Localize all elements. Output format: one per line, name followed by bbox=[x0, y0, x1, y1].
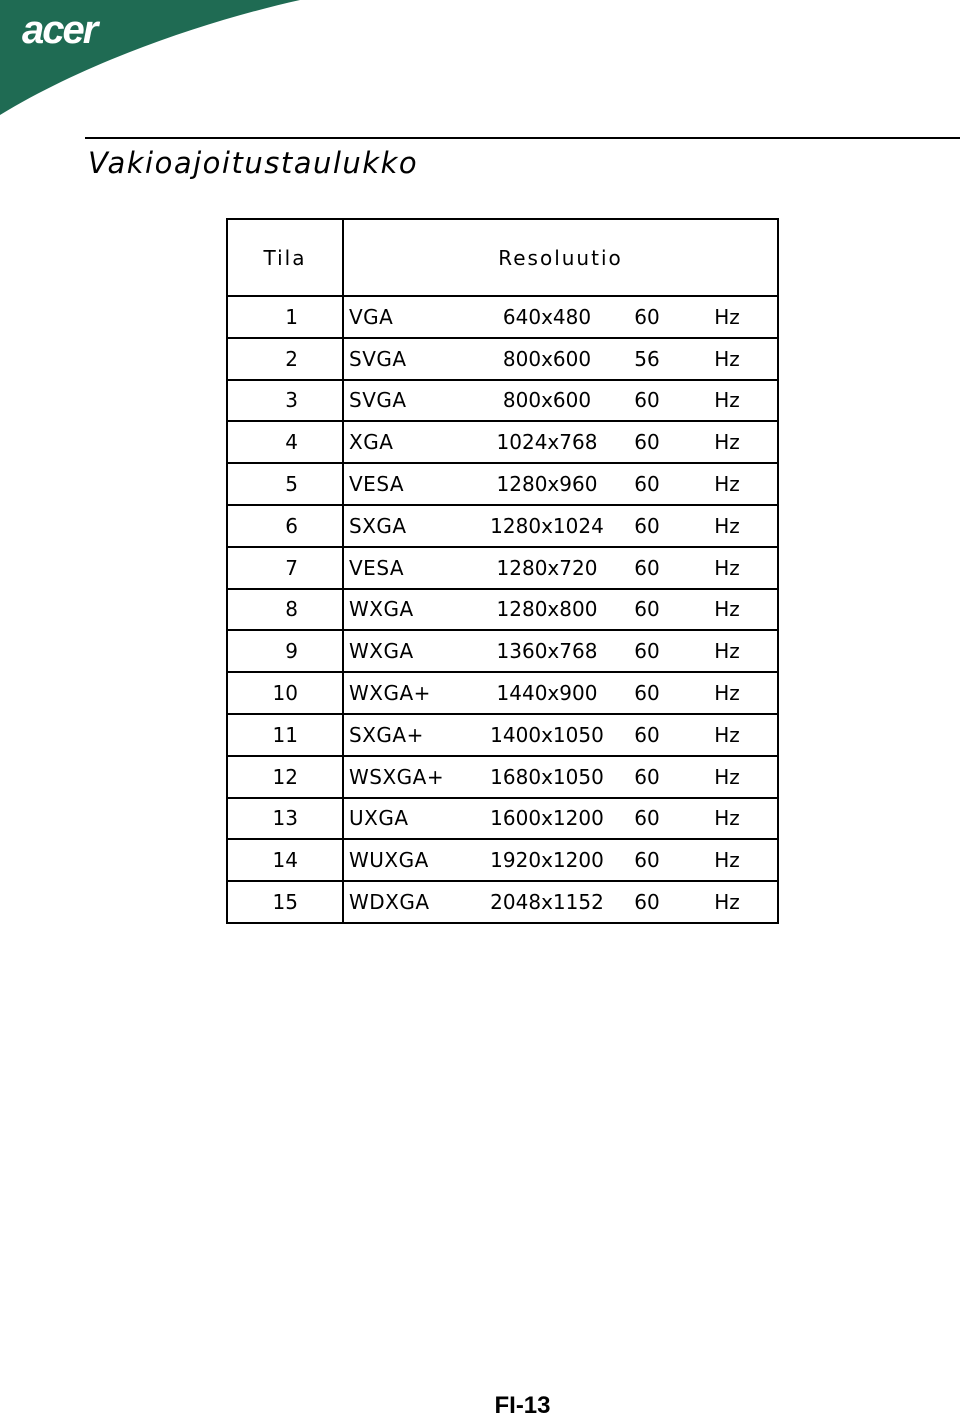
mode-number: 3 bbox=[227, 380, 343, 422]
acer-logo: acer bbox=[22, 8, 97, 52]
resolution-value: 1440x900 bbox=[496, 681, 598, 706]
table-row bbox=[227, 380, 778, 422]
frequency-unit: Hz bbox=[714, 597, 740, 622]
frequency-unit: Hz bbox=[714, 722, 740, 747]
standard-name: WXGA+ bbox=[349, 681, 431, 706]
standard-name: WDXGA bbox=[349, 890, 430, 915]
title-rule bbox=[85, 137, 960, 139]
standard-name: WXGA bbox=[349, 597, 414, 622]
standard-name: WXGA bbox=[349, 639, 414, 664]
resolution-value: 1360x768 bbox=[496, 639, 598, 664]
standard-name: SVGA bbox=[349, 388, 407, 413]
mode-number: 14 bbox=[227, 839, 343, 881]
frequency-value: 60 bbox=[634, 764, 660, 789]
resolution-cell bbox=[343, 296, 778, 338]
resolution-value: 1280x1024 bbox=[490, 513, 604, 538]
resolution-cell bbox=[343, 505, 778, 547]
mode-number: 13 bbox=[227, 798, 343, 840]
standard-name: WUXGA bbox=[349, 848, 429, 873]
frequency-unit: Hz bbox=[714, 513, 740, 538]
table-row bbox=[227, 547, 778, 589]
resolution-cell bbox=[343, 338, 778, 380]
resolution-cell bbox=[343, 714, 778, 756]
frequency-value: 60 bbox=[634, 722, 660, 747]
resolution-cell bbox=[343, 630, 778, 672]
table-row bbox=[227, 589, 778, 631]
mode-number: 4 bbox=[227, 421, 343, 463]
resolution-value: 1280x800 bbox=[496, 597, 598, 622]
resolution-cell bbox=[343, 589, 778, 631]
table-row bbox=[227, 881, 778, 923]
frequency-unit: Hz bbox=[714, 681, 740, 706]
timing-table bbox=[226, 218, 779, 924]
standard-name: VESA bbox=[349, 555, 405, 580]
table-row bbox=[227, 338, 778, 380]
standard-name: VGA bbox=[349, 304, 394, 329]
frequency-value: 60 bbox=[634, 639, 660, 664]
frequency-value: 60 bbox=[634, 388, 660, 413]
resolution-cell bbox=[343, 380, 778, 422]
mode-number: 12 bbox=[227, 756, 343, 798]
table-row bbox=[227, 296, 778, 338]
table-row bbox=[227, 630, 778, 672]
resolution-value: 1024x768 bbox=[496, 430, 598, 455]
resolution-value: 1920x1200 bbox=[490, 848, 604, 873]
resolution-cell bbox=[343, 839, 778, 881]
standard-name: WSXGA+ bbox=[349, 764, 445, 789]
frequency-unit: Hz bbox=[714, 848, 740, 873]
mode-number: 9 bbox=[227, 630, 343, 672]
table-row bbox=[227, 839, 778, 881]
resolution-cell bbox=[343, 547, 778, 589]
resolution-cell bbox=[343, 798, 778, 840]
resolution-value: 640x480 bbox=[502, 304, 592, 329]
frequency-unit: Hz bbox=[714, 555, 740, 580]
frequency-unit: Hz bbox=[714, 890, 740, 915]
frequency-value: 60 bbox=[634, 513, 660, 538]
standard-name: UXGA bbox=[349, 806, 409, 831]
standard-name: SXGA+ bbox=[349, 722, 424, 747]
table-body bbox=[227, 296, 778, 923]
page-title: Vakioajoitustaulukko bbox=[88, 146, 419, 180]
frequency-unit: Hz bbox=[714, 639, 740, 664]
frequency-unit: Hz bbox=[714, 764, 740, 789]
frequency-value: 60 bbox=[634, 555, 660, 580]
frequency-value: 56 bbox=[634, 346, 660, 371]
frequency-value: 60 bbox=[634, 806, 660, 831]
mode-number: 8 bbox=[227, 589, 343, 631]
resolution-value: 800x600 bbox=[502, 388, 592, 413]
resolution-value: 1280x960 bbox=[496, 472, 598, 497]
frequency-unit: Hz bbox=[714, 346, 740, 371]
standard-name: XGA bbox=[349, 430, 394, 455]
frequency-unit: Hz bbox=[714, 472, 740, 497]
frequency-unit: Hz bbox=[714, 806, 740, 831]
resolution-value: 1600x1200 bbox=[490, 806, 604, 831]
standard-name: SVGA bbox=[349, 346, 407, 371]
mode-number: 15 bbox=[227, 881, 343, 923]
mode-number: 11 bbox=[227, 714, 343, 756]
mode-number: 10 bbox=[227, 672, 343, 714]
frequency-value: 60 bbox=[634, 890, 660, 915]
table-row bbox=[227, 714, 778, 756]
frequency-unit: Hz bbox=[714, 388, 740, 413]
table-row bbox=[227, 505, 778, 547]
frequency-unit: Hz bbox=[714, 430, 740, 455]
frequency-unit: Hz bbox=[714, 304, 740, 329]
resolution-cell bbox=[343, 463, 778, 505]
frequency-value: 60 bbox=[634, 472, 660, 497]
frequency-value: 60 bbox=[634, 597, 660, 622]
resolution-cell bbox=[343, 756, 778, 798]
table-row bbox=[227, 463, 778, 505]
frequency-value: 60 bbox=[634, 304, 660, 329]
mode-number: 7 bbox=[227, 547, 343, 589]
resolution-value: 1280x720 bbox=[496, 555, 598, 580]
resolution-value: 1680x1050 bbox=[490, 764, 604, 789]
frequency-value: 60 bbox=[634, 848, 660, 873]
table-row bbox=[227, 798, 778, 840]
table-header-row bbox=[227, 219, 778, 296]
table-row bbox=[227, 672, 778, 714]
mode-number: 6 bbox=[227, 505, 343, 547]
page-number: FI-13 bbox=[494, 1392, 551, 1419]
table-row bbox=[227, 756, 778, 798]
resolution-value: 2048x1152 bbox=[490, 890, 604, 915]
standard-name: SXGA bbox=[349, 513, 407, 538]
header-resolution: Resoluutio bbox=[343, 219, 778, 296]
mode-number: 1 bbox=[227, 296, 343, 338]
header-mode: Tila bbox=[227, 219, 343, 296]
table-row bbox=[227, 421, 778, 463]
standard-name: VESA bbox=[349, 472, 405, 497]
resolution-cell bbox=[343, 881, 778, 923]
resolution-value: 1400x1050 bbox=[490, 722, 604, 747]
frequency-value: 60 bbox=[634, 430, 660, 455]
mode-number: 5 bbox=[227, 463, 343, 505]
resolution-value: 800x600 bbox=[502, 346, 592, 371]
resolution-cell bbox=[343, 421, 778, 463]
mode-number: 2 bbox=[227, 338, 343, 380]
frequency-value: 60 bbox=[634, 681, 660, 706]
resolution-cell bbox=[343, 672, 778, 714]
